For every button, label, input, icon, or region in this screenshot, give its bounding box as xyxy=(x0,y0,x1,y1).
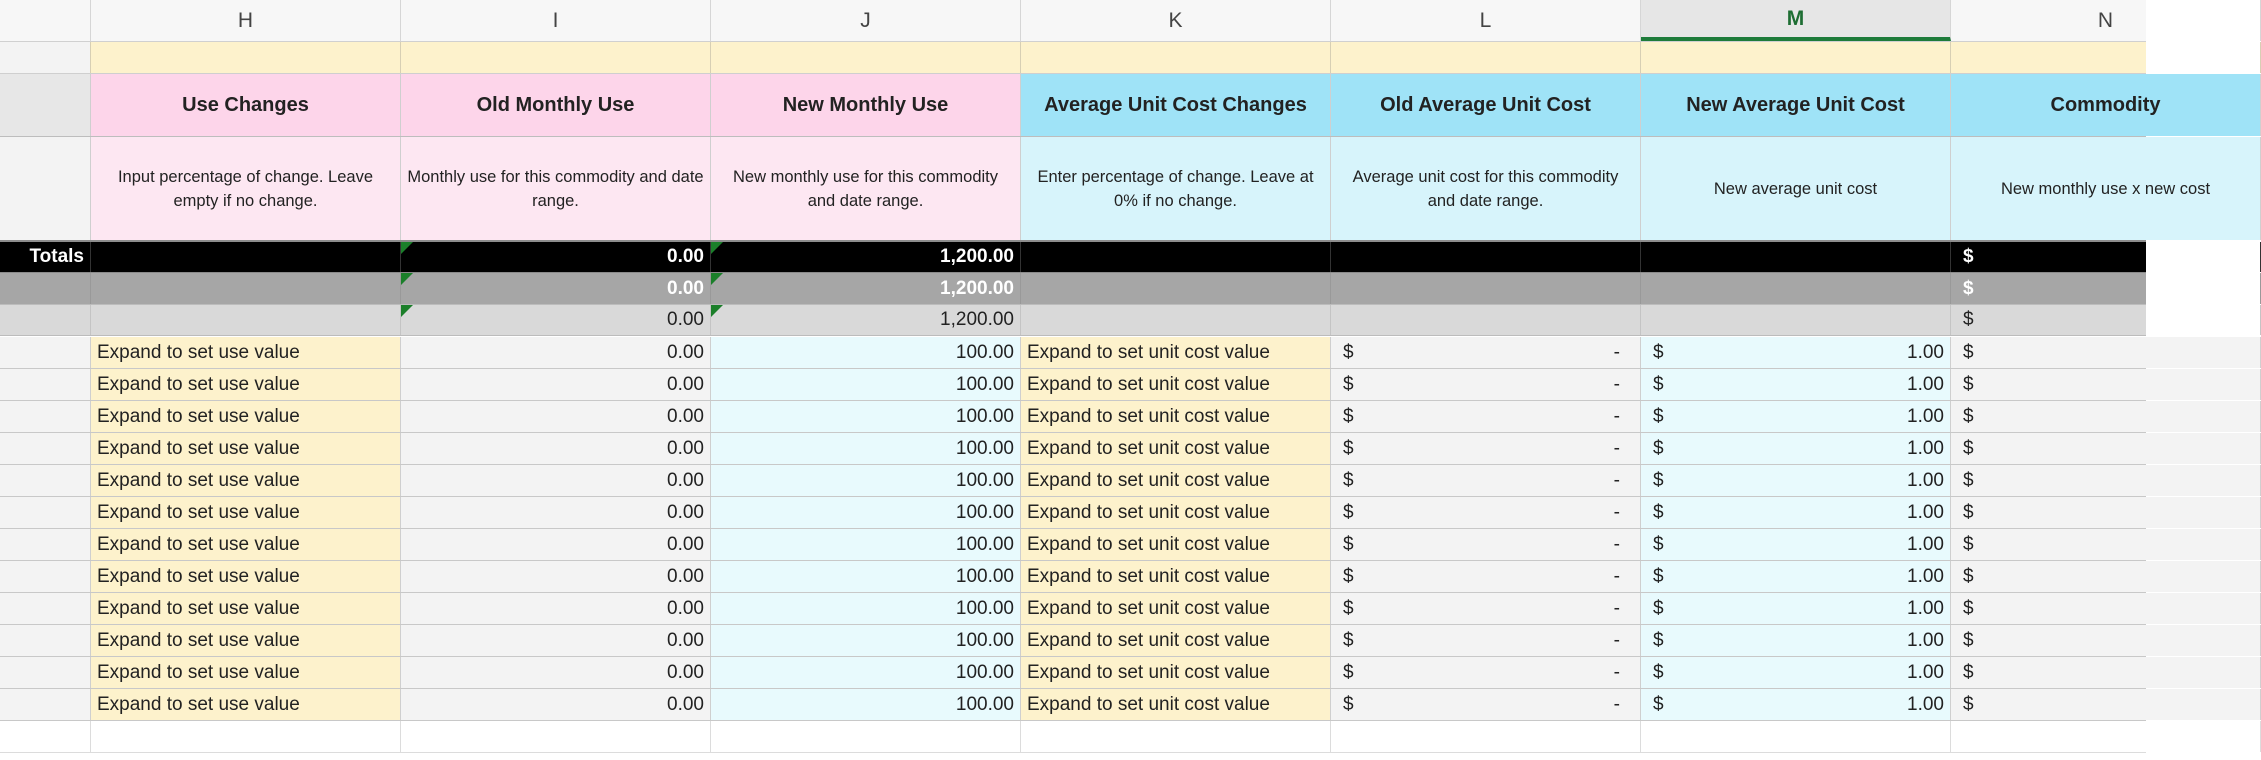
old-cost-cell[interactable] xyxy=(1331,529,1641,560)
row-spacer-cell[interactable] xyxy=(0,369,91,400)
cost-change-cell[interactable]: Expand to set unit cost value xyxy=(1021,433,1331,464)
totals-label[interactable]: Totals xyxy=(0,242,91,272)
currency-symbol: $ xyxy=(1653,565,1664,587)
currency-symbol: $ xyxy=(1343,693,1354,715)
cost-change-cell[interactable]: Expand to set unit cost value xyxy=(1021,369,1331,400)
use-change-cell[interactable]: Expand to set use value xyxy=(91,369,401,400)
commodity-cell[interactable]: $ xyxy=(1951,433,2261,464)
column-header-h[interactable]: H xyxy=(91,0,401,41)
row-spacer-cell[interactable] xyxy=(0,401,91,432)
row-spacer-cell[interactable] xyxy=(0,625,91,656)
new-cost-value: 1.00 xyxy=(1907,437,1944,459)
cell[interactable] xyxy=(1021,42,1331,73)
row-spacer-cell[interactable] xyxy=(0,593,91,624)
old-use-cell[interactable]: 0.00 xyxy=(401,465,711,496)
cost-change-cell[interactable]: Expand to set unit cost value xyxy=(1021,689,1331,720)
table-row xyxy=(0,497,2146,529)
new-cost-cell[interactable] xyxy=(1641,657,1951,688)
cell[interactable] xyxy=(711,42,1021,73)
old-cost-cell[interactable] xyxy=(1331,593,1641,624)
old-cost-cell[interactable] xyxy=(1331,465,1641,496)
cell[interactable] xyxy=(91,305,401,335)
currency-symbol: $ xyxy=(1343,437,1354,459)
header-commodity[interactable]: Commodity xyxy=(1951,74,2261,136)
description-commodity[interactable]: New monthly use x new cost xyxy=(1951,137,2261,240)
description-old-monthly-use[interactable]: Monthly use for this commodity and date range. xyxy=(401,137,711,240)
new-use-cell[interactable]: 100.00 xyxy=(711,369,1021,400)
commodity-cell[interactable]: $ xyxy=(1951,497,2261,528)
new-cost-value: 1.00 xyxy=(1907,501,1944,523)
cell[interactable] xyxy=(1331,721,1641,752)
row-number-corner[interactable] xyxy=(0,0,91,41)
subtotal-2-old-monthly-use[interactable] xyxy=(401,305,711,335)
cell[interactable] xyxy=(1021,305,1331,335)
value: 1,200.00 xyxy=(940,277,1014,299)
header-old-average-unit-cost[interactable]: Old Average Unit Cost xyxy=(1331,74,1641,136)
new-cost-cell[interactable] xyxy=(1641,593,1951,624)
commodity-cell[interactable]: $ xyxy=(1951,529,2261,560)
totals-new-monthly-use[interactable] xyxy=(711,242,1021,272)
new-use-cell[interactable]: 100.00 xyxy=(711,497,1021,528)
old-use-cell[interactable]: 0.00 xyxy=(401,657,711,688)
use-change-cell[interactable]: Expand to set use value xyxy=(91,689,401,720)
old-use-cell[interactable]: 0.00 xyxy=(401,689,711,720)
subtotal-1-new-monthly-use[interactable] xyxy=(711,273,1021,304)
old-cost-value: - xyxy=(1613,565,1620,587)
formula-warning-marker xyxy=(711,242,723,254)
currency-symbol: $ xyxy=(1653,693,1664,715)
formula-warning-marker xyxy=(401,305,413,317)
old-use-cell[interactable]: 0.00 xyxy=(401,401,711,432)
new-cost-value: 1.00 xyxy=(1907,405,1944,427)
header-new-average-unit-cost[interactable]: New Average Unit Cost xyxy=(1641,74,1951,136)
description-new-average-unit-cost[interactable]: New average unit cost xyxy=(1641,137,1951,240)
header-new-monthly-use[interactable]: New Monthly Use xyxy=(711,74,1021,136)
old-use-cell[interactable]: 0.00 xyxy=(401,561,711,592)
cell[interactable] xyxy=(1641,273,1951,304)
use-change-cell[interactable]: Expand to set use value xyxy=(91,465,401,496)
cost-change-cell[interactable]: Expand to set unit cost value xyxy=(1021,337,1331,368)
old-use-cell[interactable]: 0.00 xyxy=(401,433,711,464)
new-cost-cell[interactable] xyxy=(1641,465,1951,496)
cost-change-cell[interactable]: Expand to set unit cost value xyxy=(1021,465,1331,496)
new-cost-value: 1.00 xyxy=(1907,565,1944,587)
currency-symbol: $ xyxy=(1343,661,1354,683)
old-cost-cell[interactable] xyxy=(1331,625,1641,656)
table-row xyxy=(0,593,2146,625)
use-change-cell[interactable]: Expand to set use value xyxy=(91,433,401,464)
subtotal-1-old-monthly-use[interactable] xyxy=(401,273,711,304)
commodity-cell[interactable]: $ xyxy=(1951,465,2261,496)
use-change-cell[interactable]: Expand to set use value xyxy=(91,529,401,560)
description-use-changes[interactable]: Input percentage of change. Leave empty if no change. xyxy=(91,137,401,240)
column-header-n[interactable]: N xyxy=(1951,0,2261,41)
new-cost-cell[interactable] xyxy=(1641,625,1951,656)
header-old-monthly-use[interactable]: Old Monthly Use xyxy=(401,74,711,136)
old-cost-value: - xyxy=(1613,341,1620,363)
new-use-cell[interactable]: 100.00 xyxy=(711,465,1021,496)
cell[interactable] xyxy=(1951,721,2261,752)
old-cost-cell[interactable] xyxy=(1331,497,1641,528)
currency-symbol: $ xyxy=(1653,661,1664,683)
old-use-cell[interactable]: 0.00 xyxy=(401,593,711,624)
old-use-cell[interactable]: 0.00 xyxy=(401,337,711,368)
cell[interactable] xyxy=(0,137,91,240)
cell[interactable] xyxy=(1021,242,1331,272)
old-cost-value: - xyxy=(1613,437,1620,459)
table-row xyxy=(0,433,2146,465)
totals-row xyxy=(0,242,2146,272)
empty-row xyxy=(0,721,2146,753)
commodity-cell[interactable]: $ xyxy=(1951,337,2261,368)
new-cost-value: 1.00 xyxy=(1907,533,1944,555)
row-spacer-cell[interactable] xyxy=(0,529,91,560)
cell[interactable] xyxy=(1331,242,1641,272)
cell[interactable] xyxy=(401,721,711,752)
cell[interactable] xyxy=(401,42,711,73)
use-change-cell[interactable]: Expand to set use value xyxy=(91,337,401,368)
formula-warning-marker xyxy=(711,305,723,317)
cost-change-cell[interactable]: Expand to set unit cost value xyxy=(1021,625,1331,656)
new-use-cell[interactable]: 100.00 xyxy=(711,337,1021,368)
cell[interactable] xyxy=(1021,721,1331,752)
old-use-cell[interactable]: 0.00 xyxy=(401,625,711,656)
new-cost-value: 1.00 xyxy=(1907,341,1944,363)
currency-symbol: $ xyxy=(1653,597,1664,619)
old-cost-value: - xyxy=(1613,533,1620,555)
use-change-cell[interactable]: Expand to set use value xyxy=(91,657,401,688)
cell[interactable] xyxy=(0,42,91,73)
old-cost-value: - xyxy=(1613,693,1620,715)
old-cost-cell[interactable] xyxy=(1331,433,1641,464)
old-cost-value: - xyxy=(1613,661,1620,683)
totals-old-monthly-use[interactable] xyxy=(401,242,711,272)
column-header-l[interactable]: L xyxy=(1331,0,1641,41)
description-old-average-unit-cost[interactable]: Average unit cost for this commodity and date range. xyxy=(1331,137,1641,240)
column-header-j[interactable]: J xyxy=(711,0,1021,41)
currency-symbol: $ xyxy=(1653,341,1664,363)
new-use-cell[interactable]: 100.00 xyxy=(711,433,1021,464)
subtotal-row-2 xyxy=(0,304,2146,336)
cost-change-cell[interactable]: Expand to set unit cost value xyxy=(1021,657,1331,688)
new-cost-cell[interactable] xyxy=(1641,337,1951,368)
cell[interactable] xyxy=(1021,273,1331,304)
new-use-cell[interactable]: 100.00 xyxy=(711,689,1021,720)
new-cost-value: 1.00 xyxy=(1907,629,1944,651)
commodity-cell[interactable]: $ xyxy=(1951,625,2261,656)
column-header-strip xyxy=(0,0,2146,42)
cell[interactable] xyxy=(91,721,401,752)
new-cost-value: 1.00 xyxy=(1907,693,1944,715)
currency-symbol: $ xyxy=(1343,629,1354,651)
formula-warning-marker xyxy=(401,242,413,254)
cell[interactable] xyxy=(1331,305,1641,335)
table-row xyxy=(0,465,2146,497)
table-row xyxy=(0,529,2146,561)
totals-commodity[interactable]: $ xyxy=(1951,242,2261,272)
cost-change-cell[interactable]: Expand to set unit cost value xyxy=(1021,529,1331,560)
use-change-cell[interactable]: Expand to set use value xyxy=(91,401,401,432)
new-cost-cell[interactable] xyxy=(1641,529,1951,560)
column-header-m[interactable]: M xyxy=(1641,0,1951,41)
old-cost-cell[interactable] xyxy=(1331,401,1641,432)
new-cost-cell[interactable] xyxy=(1641,689,1951,720)
use-change-cell[interactable]: Expand to set use value xyxy=(91,625,401,656)
row-spacer-cell[interactable] xyxy=(0,657,91,688)
cell[interactable] xyxy=(711,721,1021,752)
header-use-changes[interactable]: Use Changes xyxy=(91,74,401,136)
new-cost-cell[interactable] xyxy=(1641,433,1951,464)
cell[interactable] xyxy=(1641,42,1951,73)
currency-symbol: $ xyxy=(1653,437,1664,459)
value: 0.00 xyxy=(667,246,704,267)
commodity-cell[interactable]: $ xyxy=(1951,689,2261,720)
old-cost-cell[interactable] xyxy=(1331,369,1641,400)
row-spacer-cell[interactable] xyxy=(0,465,91,496)
row-spacer-cell[interactable] xyxy=(0,561,91,592)
old-cost-cell[interactable] xyxy=(1331,561,1641,592)
old-cost-value: - xyxy=(1613,373,1620,395)
currency-symbol: $ xyxy=(1653,373,1664,395)
value: 0.00 xyxy=(667,309,704,330)
commodity-cell[interactable]: $ xyxy=(1951,369,2261,400)
subtotal-2-commodity[interactable]: $ xyxy=(1951,305,2261,335)
table-row xyxy=(0,337,2146,369)
formula-warning-marker xyxy=(401,273,413,285)
new-cost-value: 1.00 xyxy=(1907,469,1944,491)
use-change-cell[interactable]: Expand to set use value xyxy=(91,497,401,528)
new-use-cell[interactable]: 100.00 xyxy=(711,625,1021,656)
currency-symbol: $ xyxy=(1653,533,1664,555)
currency-symbol: $ xyxy=(1653,469,1664,491)
cell[interactable] xyxy=(91,273,401,304)
currency-symbol: $ xyxy=(1343,565,1354,587)
old-cost-cell[interactable] xyxy=(1331,689,1641,720)
new-cost-value: 1.00 xyxy=(1907,661,1944,683)
cell[interactable] xyxy=(0,721,91,752)
row-spacer-cell[interactable] xyxy=(0,689,91,720)
cell[interactable] xyxy=(0,305,91,335)
currency-symbol: $ xyxy=(1653,501,1664,523)
currency-symbol: $ xyxy=(1343,533,1354,555)
header-description-row xyxy=(0,137,2211,242)
table-row xyxy=(0,369,2146,401)
new-use-cell[interactable]: 100.00 xyxy=(711,657,1021,688)
cell[interactable] xyxy=(1331,42,1641,73)
cell[interactable] xyxy=(1641,242,1951,272)
currency-symbol: $ xyxy=(1343,341,1354,363)
currency-symbol: $ xyxy=(1343,469,1354,491)
new-cost-cell[interactable] xyxy=(1641,401,1951,432)
value: 1,200.00 xyxy=(940,309,1014,330)
commodity-cell[interactable]: $ xyxy=(1951,593,2261,624)
row-spacer-cell[interactable] xyxy=(0,337,91,368)
header-average-unit-cost-changes[interactable]: Average Unit Cost Changes xyxy=(1021,74,1331,136)
cost-change-cell[interactable]: Expand to set unit cost value xyxy=(1021,497,1331,528)
cell[interactable] xyxy=(1641,721,1951,752)
cell[interactable] xyxy=(91,42,401,73)
cell[interactable] xyxy=(1641,305,1951,335)
new-use-cell[interactable]: 100.00 xyxy=(711,593,1021,624)
cost-change-cell[interactable]: Expand to set unit cost value xyxy=(1021,561,1331,592)
new-cost-value: 1.00 xyxy=(1907,373,1944,395)
old-use-cell[interactable]: 0.00 xyxy=(401,369,711,400)
use-change-cell[interactable]: Expand to set use value xyxy=(91,593,401,624)
currency-symbol: $ xyxy=(1343,373,1354,395)
commodity-cell[interactable]: $ xyxy=(1951,561,2261,592)
table-row xyxy=(0,561,2146,593)
subtotal-2-new-monthly-use[interactable] xyxy=(711,305,1021,335)
header-title-row xyxy=(0,74,2161,137)
cell[interactable] xyxy=(1331,273,1641,304)
old-cost-value: - xyxy=(1613,469,1620,491)
new-cost-cell[interactable] xyxy=(1641,497,1951,528)
new-cost-cell[interactable] xyxy=(1641,561,1951,592)
cell[interactable] xyxy=(0,273,91,304)
commodity-cell[interactable]: $ xyxy=(1951,401,2261,432)
currency-symbol: $ xyxy=(1653,405,1664,427)
old-cost-value: - xyxy=(1613,597,1620,619)
currency-symbol: $ xyxy=(1343,501,1354,523)
column-header-i[interactable]: I xyxy=(401,0,711,41)
currency-symbol: $ xyxy=(1343,405,1354,427)
cost-change-cell[interactable]: Expand to set unit cost value xyxy=(1021,401,1331,432)
subtotal-1-commodity[interactable]: $ xyxy=(1951,273,2261,304)
cell[interactable] xyxy=(91,242,401,272)
cell[interactable] xyxy=(1951,42,2261,73)
commodity-cell[interactable]: $ xyxy=(1951,657,2261,688)
old-cost-value: - xyxy=(1613,629,1620,651)
row-spacer-cell[interactable] xyxy=(0,497,91,528)
old-use-cell[interactable]: 0.00 xyxy=(401,497,711,528)
use-change-cell[interactable]: Expand to set use value xyxy=(91,561,401,592)
table-row xyxy=(0,401,2146,433)
old-use-cell[interactable]: 0.00 xyxy=(401,529,711,560)
description-new-monthly-use[interactable]: New monthly use for this commodity and date range. xyxy=(711,137,1021,240)
row-spacer-cell[interactable] xyxy=(0,433,91,464)
value: 0.00 xyxy=(667,277,704,299)
description-average-unit-cost-changes[interactable]: Enter percentage of change. Leave at 0% if no change. xyxy=(1021,137,1331,240)
new-cost-cell[interactable] xyxy=(1641,369,1951,400)
old-cost-value: - xyxy=(1613,405,1620,427)
old-cost-cell[interactable] xyxy=(1331,657,1641,688)
new-cost-value: 1.00 xyxy=(1907,597,1944,619)
currency-symbol: $ xyxy=(1343,597,1354,619)
cell[interactable] xyxy=(0,74,91,136)
old-cost-value: - xyxy=(1613,501,1620,523)
yellow-band-row xyxy=(0,42,2146,74)
currency-symbol: $ xyxy=(1653,629,1664,651)
table-row xyxy=(0,689,2146,721)
column-header-k[interactable]: K xyxy=(1021,0,1331,41)
old-cost-cell[interactable] xyxy=(1331,337,1641,368)
formula-warning-marker xyxy=(711,273,723,285)
table-row xyxy=(0,625,2146,657)
new-use-cell[interactable]: 100.00 xyxy=(711,529,1021,560)
new-use-cell[interactable]: 100.00 xyxy=(711,401,1021,432)
cost-change-cell[interactable]: Expand to set unit cost value xyxy=(1021,593,1331,624)
new-use-cell[interactable]: 100.00 xyxy=(711,561,1021,592)
value: 1,200.00 xyxy=(940,246,1014,267)
subtotal-row-1 xyxy=(0,272,2146,304)
table-row xyxy=(0,657,2146,689)
